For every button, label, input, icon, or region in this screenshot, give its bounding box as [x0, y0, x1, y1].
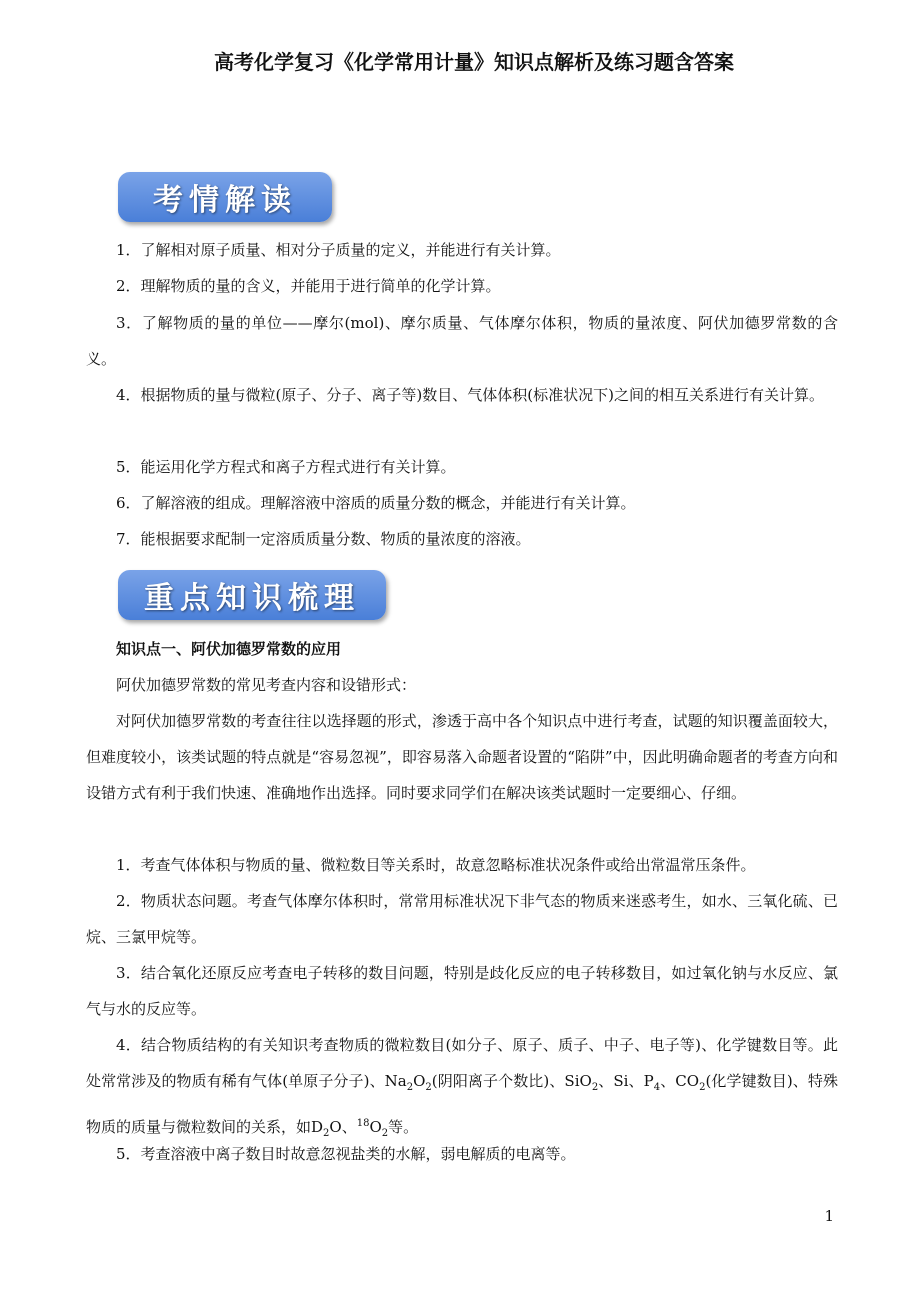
- point-4: 4．结合物质结构的有关知识考查物质的微粒数目(如分子、原子、质子、中子、电子等)、化学键数目等。此处常常涉及的物质有稀有气体(单原子分子)、$Na_2O_2$(阴阳离子个数比)、SiO$_2$、Si、$P_4$、$CO_2$(化学键数目)、特殊物质的质量与微粒数间的关系，如$D_2O$、$^{18}O_2$等。: [86, 1036, 838, 1139]
- objective-4: 4．根据物质的量与微粒(原子、分子、离子等)数目、气体体积(标准状况下)之间的相互关系进行有关计算。: [116, 386, 824, 404]
- objective-1: 1．了解相对原子质量、相对分子质量的定义，并能进行有关计算。: [116, 241, 561, 259]
- banner-key-knowledge: 重点知识梳理: [118, 570, 386, 620]
- objective-7: 7．能根据要求配制一定溶质质量分数、物质的量浓度的溶液。: [116, 530, 531, 548]
- objective-3: 3．了解物质的量的单位——摩尔(mol)、摩尔质量、气体摩尔体积，物质的量浓度、阿伏加德罗常数的含义。: [86, 314, 838, 368]
- point-1: 1．考查气体体积与物质的量、微粒数目等关系时，故意忽略标准状况条件或给出常温常压条件。: [116, 856, 756, 874]
- banner-exam-analysis: 考情解读: [118, 172, 332, 222]
- section-intro: 阿伏加德罗常数的常见考查内容和设错形式：: [116, 676, 417, 694]
- point-5: 5．考查溶液中离子数目时故意忽视盐类的水解，弱电解质的电离等。: [116, 1145, 576, 1163]
- section-paragraph: 对阿伏加德罗常数的考查往往以选择题的形式，渗透于高中各个知识点中进行考查，试题的知识覆盖面较大，但难度较小，该类试题的特点就是“容易忽视”，即容易落入命题者设置的“陷阱”中，因此明确命题者的考查方向和设错方式有利于我们快速、准确地作出选择。同时要求同学们在解决该类试题时一定要细心、仔细。: [86, 712, 838, 802]
- page-title: 高考化学复习《化学常用计量》知识点解析及练习题含答案: [214, 50, 734, 74]
- objective-5: 5．能运用化学方程式和离子方程式进行有关计算。: [116, 458, 456, 476]
- section-heading: 知识点一、阿伏加德罗常数的应用: [116, 640, 342, 658]
- objective-6: 6．了解溶液的组成。理解溶液中溶质的质量分数的概念，并能进行有关计算。: [116, 494, 636, 512]
- point-3: 3．结合氧化还原反应考查电子转移的数目问题，特别是歧化反应的电子转移数目，如过氧化钠与水反应、氯气与水的反应等。: [86, 964, 838, 1018]
- objective-2: 2．理解物质的量的含义，并能用于进行简单的化学计算。: [116, 277, 501, 295]
- point-2: 2．物质状态问题。考查气体摩尔体积时，常常用标准状况下非气态的物质来迷惑考生，如水、三氧化硫、已烷、三氯甲烷等。: [86, 892, 838, 946]
- page-number: 1: [824, 1207, 834, 1225]
